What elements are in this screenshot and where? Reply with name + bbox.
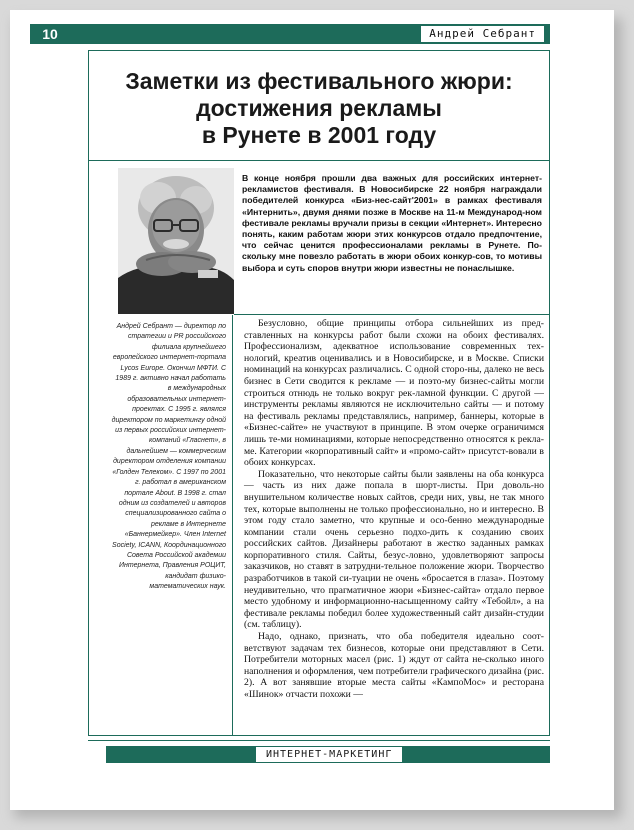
article-lead: В конце ноября прошли два важных для российских интернет-рекламистов фестиваля. В Новосибирске 22 ноября награждали победителей конкурса «Биз-нес-сайт'2001» в рамках фестиваля «Интернить», двумя днями позже в Москве на 11-м Международ-ном фестивале рекламы вручали призы в секции «Интернет». Интересно понять, каким работам жюри этих конкурсов отдало предпочтение, что сейчас ценится профессионалами рекламы в Рунете. По-скольку мне повезло работать в жюри обоих конкур-сов, то мотивы выбора и суть споров внутри жюри известны не понаслышке. <box>242 173 542 273</box>
footer-rule <box>88 740 550 741</box>
section-label: ИНТЕРНЕТ-МАРКЕТИНГ <box>256 747 402 762</box>
body-paragraph-2: Показательно, что некоторые сайты были заявлены на оба конкурса — часть из них даже попала в шорт-листы. При доволь-но внушительном количестве новых сайтов, среди них, увы, не так много тех, которые выполнены не только профессионально, но и интересно. В этом году стало заметно, что крупные и осо-бенно международные компании стали очень серьезно подхо-дить к созданию своих российских сайтов. Дизайнеры работают в жестко заданных рамках корпоративного стиля. Сайты, безус-ловно, удовлетворяют запросы заказчиков, но ставят в затрудни-тельное положение жюри. Творчество разработчиков в такой си-туации не очень «бросается в глаза». Поэтому неудивительно, что прагматичное жюри «Бизнес-сайта» отдало первое место удобному и информационно-насыщенному сайту «Тебойл», а на фестивале рекламы победил более художественный сайт дизайн-студии (см. таблицу). <box>244 468 544 631</box>
body-paragraph-3: Надо, однако, признать, что оба победителя идеально соот-ветствуют задачам тех бизнесов, которые они представляют в Сети. Потребители моторных масел (рис. 1) ждут от сайта не-сколько иного наполнения и оформления, чем потребители графического дизайна (рис. 2). А вот занявшие вторые места сайты «КампоМос» и ресторана «Шинок» отчасти похожи — <box>244 631 544 700</box>
author-tag: Андрей Себрант <box>421 26 544 42</box>
headline-line-2: достижения рекламы <box>196 95 442 121</box>
page-number: 10 <box>42 26 58 42</box>
lead-rule <box>234 314 550 315</box>
column-divider <box>232 315 233 736</box>
body-paragraph-1: Безусловно, общие принципы отбора сильнейших из пред-ставленных на конкурсы работ были схожи на обоих фестивалях. Профессионализм, адекватное использование современных тех-нологий, креатив оценивались и в Новосибирске, и в Москве. Списки номинаций на конкурсах различались. С одной сторо-ны, далеко не весь бизнес в Сети сводится к рекламе — и поэто-му бизнес-сайты могли строиться отнюдь не только вокруг рек-ламной функции. С другой — инструменты рекламы являются не исключительно сайты — и потому на фестиваль рекламы представлялись, например, баннеры, которые в «Бизнес-сайте» не участвуют в принципе. В этом очерке ограничимся лишь те-ми номинациями, которые непосредственно относятся к рекла-ме. Категории «корпоративный сайт» и «промо-сайт» присутст-вовали в обоих конкурсах. <box>244 318 544 469</box>
header-bar <box>30 24 550 44</box>
author-bio: Андрей Себрант — директор по стратегии и PR российского филиала крупнейшего европейского интернет-портала Lycos Europe. Окончил МФТИ. С 1989 г. активно начал работать в международных образовательных интернет-проектах. С 1995 г. являлся директором по маркетингу одной из первых российских интернет-компаний «Гласнет», в дальнейшем — коммерческим директором отделения компании «Голден Телеком». С 1997 по 2001 г. работал в американском портале About. В 1998 г. стал одним из создателей и авторов специализированного сайта о рекламе в Интернете «Баннермейкер». Член Internet Society, ICANN, Координационного Совета Российской академии Интернета, Правления РОЦИТ, кандидат физико-математических наук. <box>111 323 226 591</box>
author-photo <box>118 168 234 314</box>
article-headline <box>102 68 536 149</box>
headline-line-3: в Рунете в 2001 году <box>201 122 437 148</box>
headline-line-1: Заметки из фестивального жюри: <box>125 68 513 94</box>
footer-bar <box>106 746 550 763</box>
magazine-page <box>10 10 614 810</box>
headline-rule <box>88 160 550 161</box>
article-body <box>244 318 544 701</box>
